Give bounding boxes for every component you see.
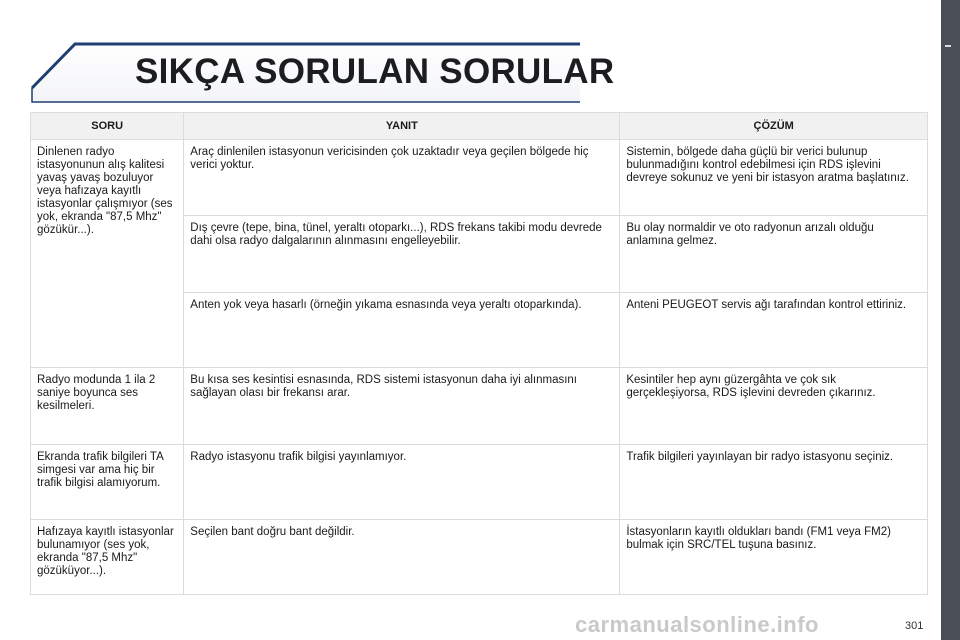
table-row: [31, 368, 928, 445]
solution-cell: İstasyonların kayıtlı oldukları bandı (FM1 veya FM2) bulmak için SRC/TEL tuşuna basınız.: [620, 520, 928, 595]
page-number: 301: [905, 620, 924, 632]
sidebar-marker: [945, 45, 951, 47]
answer-cell: Anten yok veya hasarlı (örneğin yıkama esnasında veya yeraltı otoparkında).: [184, 293, 620, 368]
answer-cell: Bu kısa ses kesintisi esnasında, RDS sistemi istasyonun daha iyi alınmasını sağlayan olası bir frekansı arar.: [184, 368, 620, 445]
question-cell: Ekranda trafik bilgileri TA simgesi var ama hiç bir trafik bilgisi alamıyorum.: [31, 445, 184, 520]
question-cell: Hafızaya kayıtlı istasyonlar bulunamıyor (ses yok, ekranda "87,5 Mhz" gözüküyor...).: [31, 520, 184, 595]
answer-cell: Seçilen bant doğru bant değildir.: [184, 520, 620, 595]
answer-cell: Araç dinlenilen istasyonun vericisinden çok uzaktadır veya geçilen bölgede hiç verici yoktur.: [184, 140, 620, 216]
question-cell: Radyo modunda 1 ila 2 saniye boyunca ses kesilmeleri.: [31, 368, 184, 445]
header-solution: ÇÖZÜM: [620, 113, 928, 140]
answer-cell: Radyo istasyonu trafik bilgisi yayınlamıyor.: [184, 445, 620, 520]
right-sidebar: [941, 0, 960, 640]
table-row: [31, 445, 928, 520]
table-row: [31, 520, 928, 595]
header-answer: YANIT: [184, 113, 620, 140]
header-question: SORU: [31, 113, 184, 140]
table-row: [31, 140, 928, 216]
solution-cell: Bu olay normaldir ve oto radyonun arızalı olduğu anlamına gelmez.: [620, 216, 928, 293]
solution-cell: Trafik bilgileri yayınlayan bir radyo istasyonu seçiniz.: [620, 445, 928, 520]
solution-cell: Kesintiler hep aynı güzergâhta ve çok sık gerçekleşiyorsa, RDS işlevini devreden çıkarınız.: [620, 368, 928, 445]
answer-cell: Dış çevre (tepe, bina, tünel, yeraltı otoparkı...), RDS frekans takibi modu devrede dahi olsa radyo dalgalarının alınmasını engelleyebilir.: [184, 216, 620, 293]
solution-cell: Sistemin, bölgede daha güçlü bir verici bulunup bulunmadığını kontrol edebilmesi için RDS işlevini devreye sokunuz ve yeni bir istasyon aratma başlatınız.: [620, 140, 928, 216]
table-header-row: [31, 113, 928, 140]
question-cell: Dinlenen radyo istasyonunun alış kalitesi yavaş yavaş bozuluyor veya hafızaya kayıtlı istasyonlar çalışmıyor (ses yok, ekranda "87,5 Mhz" gözükür...).: [31, 140, 184, 368]
faq-table: [30, 112, 928, 595]
watermark: carmanualsonline.info: [575, 612, 819, 637]
solution-cell: Anteni PEUGEOT servis ağı tarafından kontrol ettiriniz.: [620, 293, 928, 368]
page-title: SIKÇA SORULAN SORULAR: [135, 52, 615, 91]
